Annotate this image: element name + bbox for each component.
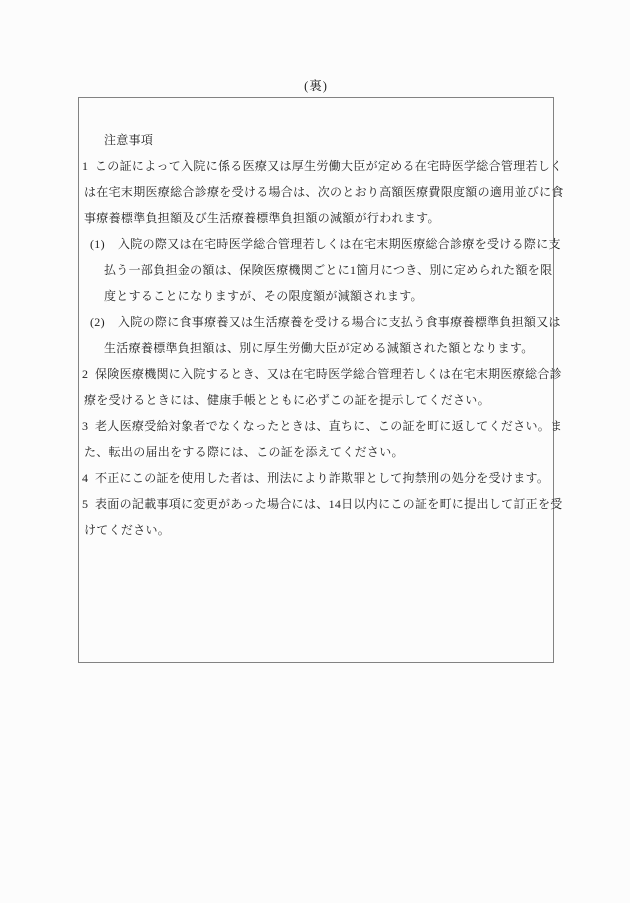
note-line [79,335,553,361]
subitem-number: (2) [90,315,105,329]
note-text: 事療養標準負担額及び生活療養標準負担額の減額が行われます。 [84,211,440,225]
item-number: 1 [82,159,89,173]
note-line [79,465,553,491]
note-line [79,179,564,205]
note-line [79,361,562,387]
note-line [79,283,553,309]
note-line [79,491,563,517]
note-text: けてください。 [84,523,171,537]
note-text: 保険医療機関に入院するとき、又は在宅時医学総合管理若しくは在宅末期医療総合診 [95,367,562,381]
note-line [79,439,553,465]
subitem-number: (1) [90,237,105,251]
item-number: 3 [82,419,89,433]
note-line [79,231,561,257]
note-line [79,413,563,439]
item-number: 2 [82,367,89,381]
note-text: 不正にこの証を使用した者は、刑法により詐欺罪として拘禁刑の処分を受けます。 [95,471,550,485]
note-line [79,309,561,335]
note-text: は在宅末期医療総合診療を受ける場合は、次のとおり高額医療費限度額の適用並びに食 [84,185,564,199]
note-text: た、転出の届出をする際には、この証を添えてください。 [84,445,404,459]
note-line [79,517,553,543]
note-line [79,387,553,413]
note-text: 表面の記載事項に変更があった場合には、14日以内にこの証を町に提出して訂正を受 [95,497,563,511]
note-text: 老人医療受給対象者でなくなったときは、直ちに、この証を町に返してください。ま [95,419,563,433]
page-side-label: (裏) [304,79,328,93]
note-text: 払う一部負担金の額は、保険医療機関ごとに1箇月につき、別に定められた額を限 [104,263,553,277]
note-line [79,257,553,283]
note-text: 入院の際又は在宅時医学総合管理若しくは在宅末期医療総合診療を受ける際に支 [118,237,561,251]
note-text: 療を受けるときには、健康手帳とともに必ずこの証を提示してください。 [84,393,490,407]
note-line [79,205,553,231]
item-number: 4 [82,471,89,485]
notes-title: 注意事項 [104,133,154,147]
item-number: 5 [82,497,89,511]
note-text: 生活療養標準負担額は、別に厚生労働大臣が定める減額された額となります。 [104,341,534,355]
note-text: 度とすることになりますが、その限度額が減額されます。 [104,289,423,303]
note-text: この証によって入院に係る医療又は厚生労働大臣が定める在宅時医学総合管理若しく [95,159,563,173]
note-line [79,153,563,179]
notes-box [78,97,564,663]
note-text: 入院の際に食事療養又は生活療養を受ける場合に支払う食事療養標準負担額又は [118,315,561,329]
